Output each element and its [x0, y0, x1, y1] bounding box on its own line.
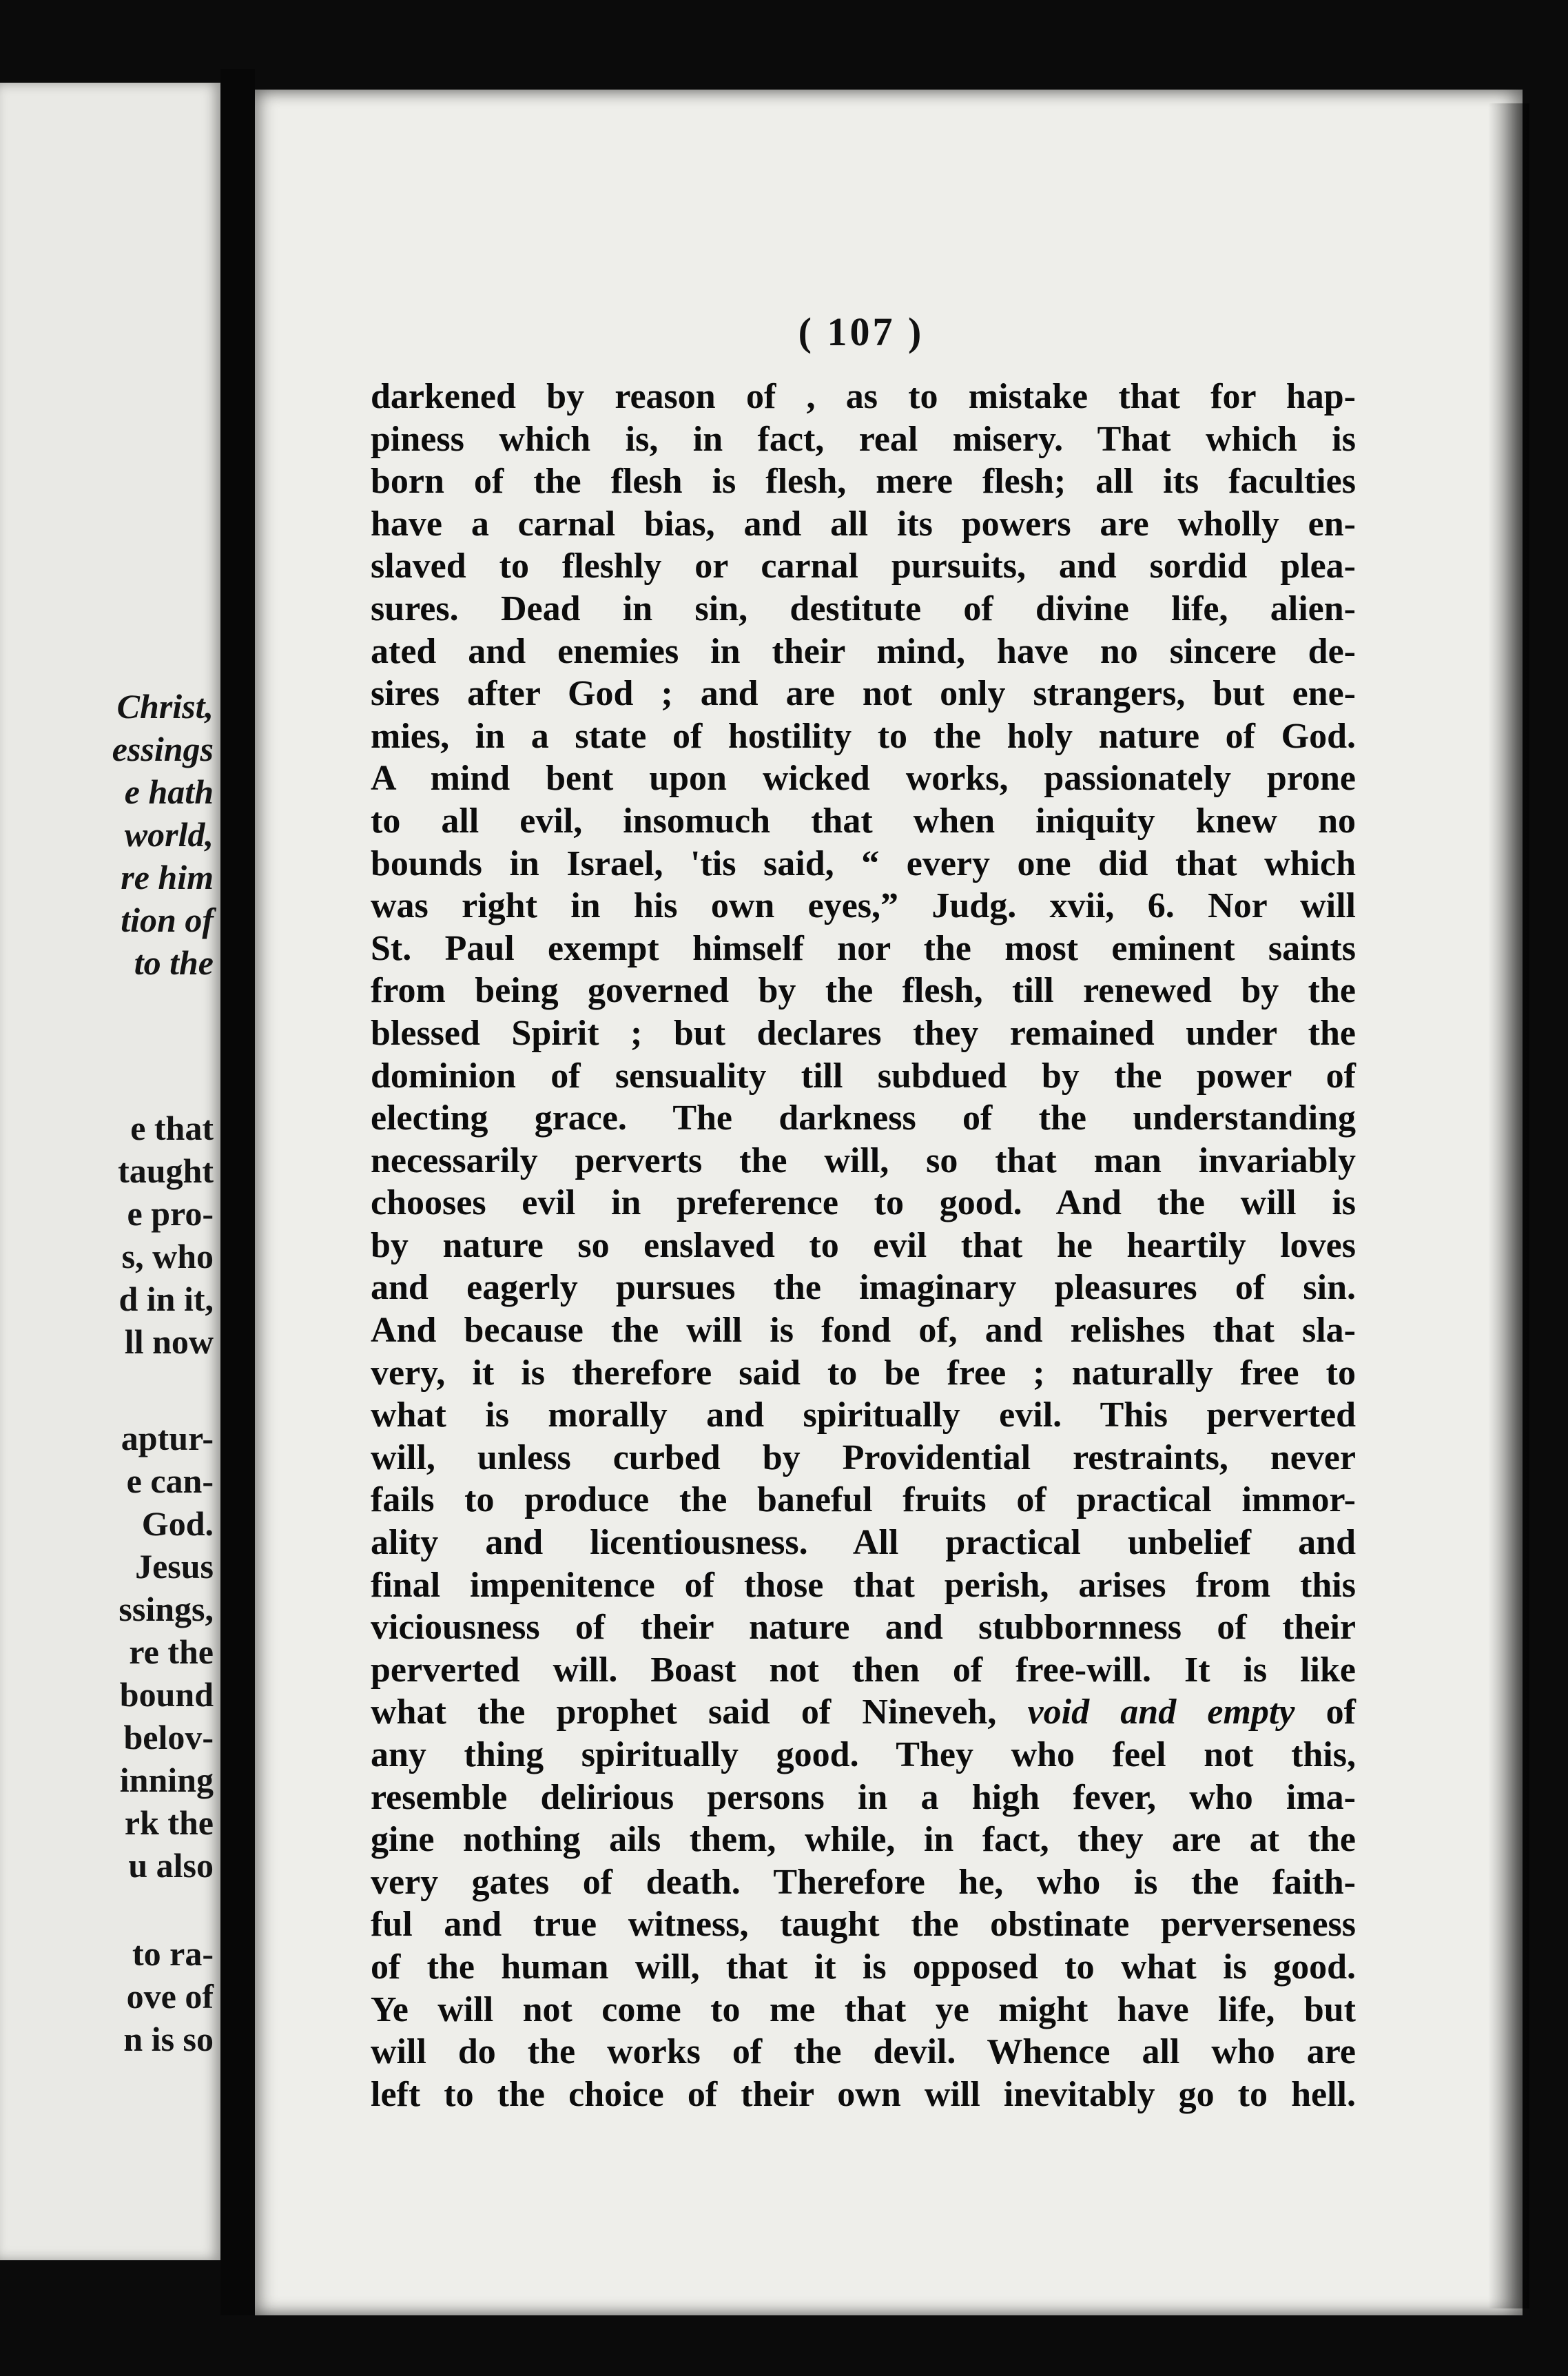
text-line: final impenitence of those that perish, arises from this — [371, 1565, 1356, 1605]
left-page-line: essings — [112, 730, 214, 768]
text-line: ality and licentiousness. All practical unbelief and — [371, 1523, 1356, 1563]
left-page-line: e that — [130, 1109, 214, 1147]
page-number: ( 107 ) — [798, 309, 925, 354]
text-line: gine nothing ails them, while, in fact, they are at the — [371, 1820, 1356, 1860]
left-page-line: Jesus — [135, 1547, 214, 1586]
text-line: darkened by reason of , as to mistake that for hap- — [371, 377, 1356, 416]
left-page-line: tion of — [121, 901, 214, 939]
text-line: sires after God ; and are not only strangers, but ene- — [371, 674, 1356, 714]
text-line: was right in his own eyes,” Judg. xvii, 6. Nor will — [371, 886, 1356, 926]
left-page-line: s, who — [121, 1237, 214, 1276]
page-body-text — [371, 376, 1356, 2116]
left-page-line: re the — [129, 1632, 214, 1671]
text-line — [371, 1691, 1356, 1734]
text-line: sures. Dead in sin, destitute of divine life, alien- — [371, 588, 1356, 628]
page-edge-shadow — [1488, 103, 1529, 2308]
text-line: St. Paul exempt himself nor the most eminent saints — [371, 928, 1356, 968]
text-line: dominion of sensuality till subdued by the power of — [371, 1056, 1356, 1096]
left-page-line: belov- — [123, 1718, 214, 1757]
text-line: resemble delirious persons in a high fever, who ima- — [371, 1777, 1356, 1817]
text-line: very gates of death. Therefore he, who is the faith- — [371, 1862, 1356, 1902]
left-page-line: taught — [118, 1151, 214, 1190]
left-page-line: ll now — [124, 1322, 214, 1361]
text-line: will, unless curbed by Providential restraints, never — [371, 1437, 1356, 1477]
text-line: slaved to fleshly or carnal pursuits, and sordid plea- — [371, 546, 1356, 586]
left-page-line: ove of — [126, 1977, 214, 2016]
text-line: left to the choice of their own will inevitably go to hell. — [371, 2074, 1356, 2114]
text-line: Ye will not come to me that ye might have life, but — [371, 1989, 1356, 2029]
left-page-line: d in it, — [118, 1280, 214, 1318]
text-line: will do the works of the devil. Whence all who are — [371, 2032, 1356, 2072]
left-page-line: bound — [119, 1675, 214, 1714]
left-page-line: to the — [134, 943, 214, 982]
text-line: necessarily perverts the will, so that man invariably — [371, 1140, 1356, 1180]
text-line: what is morally and spiritually evil. This perverted — [371, 1395, 1356, 1435]
text-line: A mind bent upon wicked works, passionately prone — [371, 759, 1356, 799]
left-page-line: to ra- — [132, 1934, 214, 1973]
text-line: ful and true witness, taught the obstinate perverseness — [371, 1905, 1356, 1945]
left-page-line: e can- — [126, 1462, 214, 1500]
left-page-line: re him — [121, 858, 214, 897]
text-line: from being governed by the flesh, till renewed by the — [371, 971, 1356, 1011]
text-segment: of — [1294, 1692, 1356, 1732]
text-line: perverted will. Boast not then of free-will. It is like — [371, 1650, 1356, 1690]
text-line: And because the will is fond of, and relishes that sla- — [371, 1311, 1356, 1351]
left-page-line: u also — [128, 1846, 214, 1885]
text-line: chooses evil in preference to good. And the will is — [371, 1183, 1356, 1223]
left-page-line: inning — [119, 1761, 214, 1799]
left-page-line: rk the — [124, 1803, 214, 1842]
text-line: electing grace. The darkness of the understanding — [371, 1098, 1356, 1138]
text-line: ated and enemies in their mind, have no sincere de- — [371, 631, 1356, 671]
text-line: viciousness of their nature and stubbornness of their — [371, 1608, 1356, 1648]
text-line: blessed Spirit ; but declares they remained under the — [371, 1013, 1356, 1053]
left-page-line: e hath — [124, 772, 214, 811]
left-page-line: e pro- — [127, 1194, 214, 1233]
text-line: have a carnal bias, and all its powers are wholly en- — [371, 504, 1356, 544]
text-line: of the human will, that it is opposed to what is good. — [371, 1947, 1356, 1987]
left-page-line: God. — [141, 1504, 214, 1543]
previous-page-fragment — [0, 83, 220, 2260]
italic-phrase: void and empty — [1027, 1692, 1295, 1732]
text-line: fails to produce the baneful fruits of practical immor- — [371, 1480, 1356, 1520]
text-line: born of the flesh is flesh, mere flesh; all its faculties — [371, 462, 1356, 502]
text-line: to all evil, insomuch that when iniquity knew no — [371, 801, 1356, 841]
left-page-line: Christ, — [116, 687, 214, 726]
book-gutter — [220, 69, 255, 2315]
left-page-line: world, — [124, 815, 214, 854]
left-page-line: aptur- — [121, 1419, 214, 1457]
text-line: by nature so enslaved to evil that he heartily loves — [371, 1225, 1356, 1265]
text-line: very, it is therefore said to be free ; naturally free to — [371, 1353, 1356, 1393]
text-line: bounds in Israel, 'tis said, “ every one did that which — [371, 843, 1356, 883]
left-page-line: ssings, — [118, 1590, 214, 1628]
left-page-line: n is so — [123, 2020, 214, 2058]
text-segment: what the prophet said of Nineveh, — [371, 1692, 1028, 1732]
text-line: any thing spiritually good. They who feel not this, — [371, 1735, 1356, 1774]
text-line: piness which is, in fact, real misery. That which is — [371, 419, 1356, 459]
text-line: and eagerly pursues the imaginary pleasures of sin. — [371, 1268, 1356, 1308]
text-line: mies, in a state of hostility to the holy nature of God. — [371, 716, 1356, 756]
